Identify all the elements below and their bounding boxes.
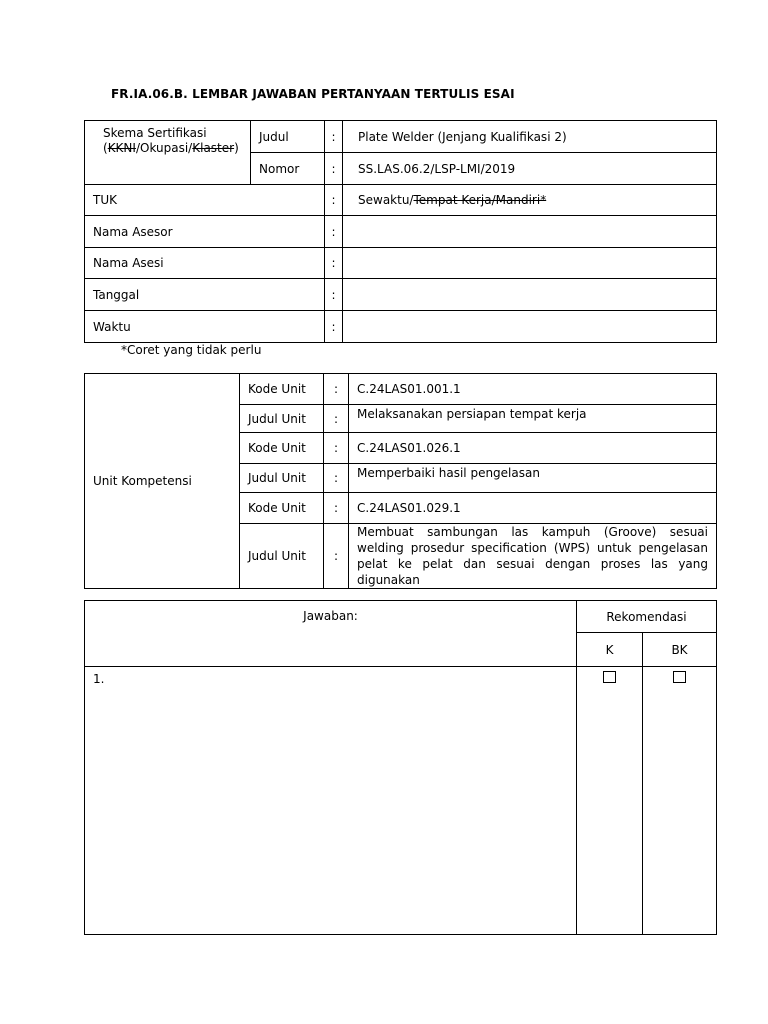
skema-label: Skema Sertifikasi [103,126,207,140]
unit-row-value: C.24LAS01.001.1 [349,374,717,405]
colon: : [324,433,349,464]
colon: : [325,311,343,343]
unit-kompetensi-label: Unit Kompetensi [85,374,240,589]
tuk-label: TUK [85,185,325,216]
skema-kkni: KKNI [107,141,136,155]
bk-cell [643,667,717,935]
unit-row-value: Memperbaiki hasil pengelasan [349,464,717,493]
bk-checkbox[interactable] [673,671,686,683]
skema-klaster: Klaster [192,141,235,155]
jawaban-header: Jawaban: [85,601,577,667]
tuk-struck: Tempat Kerja/Mandiri* [413,193,547,207]
colon: : [325,248,343,279]
k-header: K [577,633,643,667]
colon: : [325,121,343,153]
waktu-value[interactable] [343,311,717,343]
colon: : [324,524,349,589]
k-cell [577,667,643,935]
unit-row-value: Melaksanakan persiapan tempat kerja [349,405,717,433]
tanggal-value[interactable] [343,279,717,311]
item-number: 1. [93,672,105,686]
form-title: FR.IA.06.B. LEMBAR JAWABAN PERTANYAAN TERTULIS ESAI [111,87,515,101]
k-checkbox[interactable] [603,671,616,683]
tanggal-label: Tanggal [85,279,325,311]
unit-row-label: Judul Unit [240,405,324,433]
colon: : [324,493,349,524]
unit-row-label: Judul Unit [240,524,324,589]
colon: : [325,216,343,248]
nama-asesor-value[interactable] [343,216,717,248]
answer-table [84,600,717,935]
colon: : [324,405,349,433]
nama-asesi-label: Nama Asesi [85,248,325,279]
header-table [84,120,717,343]
unit-row-label: Kode Unit [240,433,324,464]
nama-asesi-value[interactable] [343,248,717,279]
answer-area[interactable] [85,667,577,935]
bk-header: BK [643,633,717,667]
rekomendasi-header: Rekomendasi [577,601,717,633]
unit-table [84,373,717,589]
unit-row-label: Kode Unit [240,374,324,405]
nomor-label: Nomor [251,153,325,185]
nomor-value: SS.LAS.06.2/LSP-LMI/2019 [343,153,717,185]
unit-row-value: Membuat sambungan las kampuh (Groove) sesuai welding prosedur specification (WPS) untuk pengelasan pelat ke pelat dan sesuai dengan proses las yang digunakan [349,524,717,589]
judul-label: Judul [251,121,325,153]
colon: : [325,153,343,185]
colon: : [324,374,349,405]
colon: : [325,185,343,216]
note: *Coret yang tidak perlu [121,343,262,357]
unit-row-value: C.24LAS01.029.1 [349,493,717,524]
nama-asesor-label: Nama Asesor [85,216,325,248]
unit-row-label: Judul Unit [240,464,324,493]
colon: : [325,279,343,311]
colon: : [324,464,349,493]
waktu-label: Waktu [85,311,325,343]
tuk-value: Sewaktu/Tempat Kerja/Mandiri* [343,185,717,216]
unit-row-value: C.24LAS01.026.1 [349,433,717,464]
skema-cell: Skema Sertifikasi (KKNI/Okupasi/Klaster) [85,121,251,185]
judul-value: Plate Welder (Jenjang Kualifikasi 2) [343,121,717,153]
unit-row-label: Kode Unit [240,493,324,524]
